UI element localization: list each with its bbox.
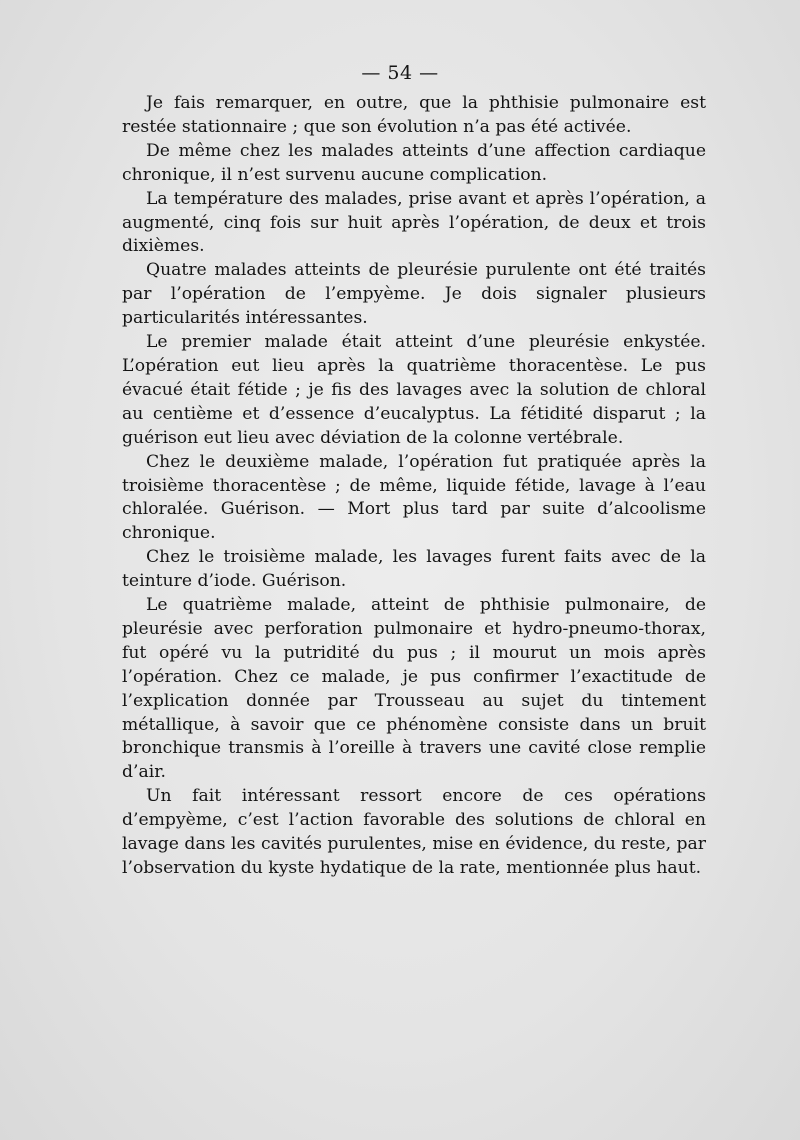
paragraph-7: Chez le troisième malade, les lavages furent faits avec de la teinture d’iode. Guérison. bbox=[122, 547, 706, 592]
paragraph-5: Le premier malade était atteint d’une pleurésie enkystée. L’opération eut lieu après la quatrième thoracentèse. Le pus évacué était fétide ; je fis des lavages avec la solution de chloral au centième et d’essence d’eucalyptus. La fétidité disparut ; la guérison eut lieu avec déviation de la colonne vertébrale. bbox=[122, 332, 706, 448]
paragraph-6: Chez le deuxième malade, l’opération fut pratiquée après la troisième thoracentèse ; de même, liquide fétide, lavage à l’eau chloralée. Guérison. — Mort plus tard par suite d’alcoolisme chronique. bbox=[122, 451, 706, 544]
paragraph-4: Quatre malades atteints de pleurésie purulente ont été traités par l’opération de l’empyème. Je dois signaler plusieurs particularités intéressantes. bbox=[122, 260, 706, 329]
paragraph-9: Un fait intéressant ressort encore de ces opérations d’empyème, c’est l’action favorable des solutions de chloral en lavage dans les cavités purulentes, mise en évidence, du reste, par l’observation du kyste hydatique de la rate, mentionnée plus haut. bbox=[122, 786, 706, 878]
paragraph-8: Le quatrième malade, atteint de phthisie pulmonaire, de pleurésie avec perforation pulmonaire et hydro-pneumo-thorax, fut opéré vu la putridité du pus ; il mourut un mois après l’opération. Chez ce malade, je pus confirmer l’exactitude de l’explication donnée par Trousseau au sujet du tintement métallique, à savoir que ce phénomène consiste dans un bruit bronchique transmis à l’oreille à travers une cavité close remplie d’air. bbox=[122, 595, 706, 783]
paragraph-3: La température des malades, prise avant et après l’opération, a augmenté, cinq fois sur huit après l’opération, de deux et trois dixièmes. bbox=[122, 188, 706, 257]
body-text bbox=[122, 92, 706, 881]
page-number: — 54 — bbox=[361, 62, 439, 84]
paragraph-2: De même chez les malades atteints d’une affection cardiaque chronique, il n’est survenu aucune complication. bbox=[122, 140, 706, 185]
paragraph-1: Je fais remarquer, en outre, que la phthisie pulmonaire est restée stationnaire ; que son évolution n’a pas été activée. bbox=[122, 93, 706, 137]
